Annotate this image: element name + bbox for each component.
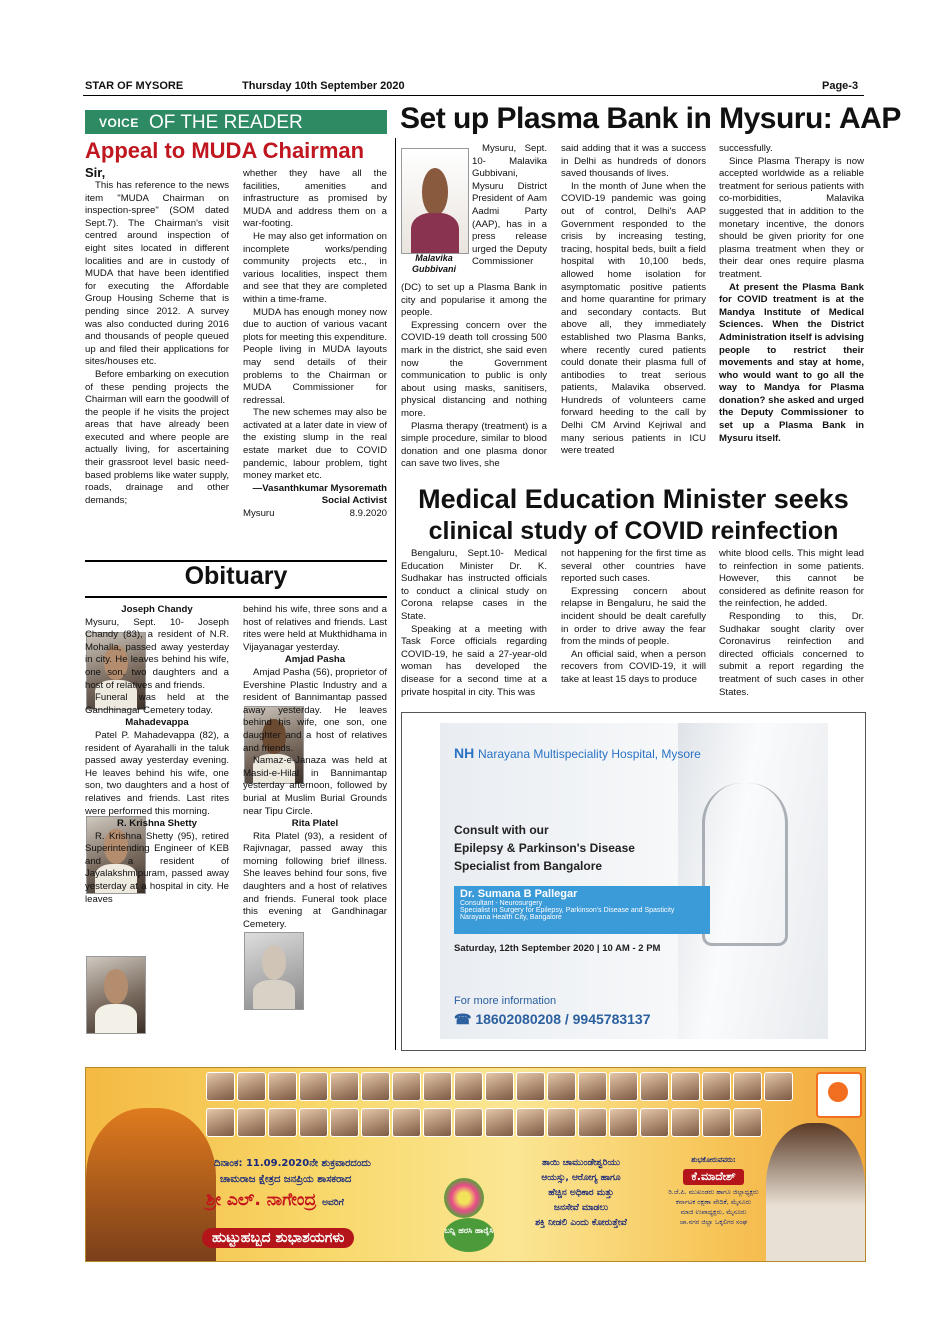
ad-more-info: For more information — [454, 995, 557, 1007]
ad-line2: Epilepsy & Parkinson's Disease — [454, 841, 635, 855]
masthead-date: Thursday 10th September 2020 — [242, 80, 405, 92]
medical-para: Bengaluru, Sept.10- Medical Education Minister Dr. K. Sudhakar has instructed officials to conduct a clinical study on Corona relapse cases in the State. — [401, 548, 547, 622]
ad-hospital-name: Narayana Multispeciality Hospital, Mysore — [478, 747, 701, 761]
obit-name: R. Krishna Shetty — [117, 818, 197, 830]
blessing-line: ತಾಯಿ ಚಾಮುಂಡೇಶ್ವರಿಯು — [542, 1158, 620, 1168]
ad-inner — [440, 723, 828, 1039]
voice-col2 — [243, 168, 387, 521]
ad-stethoscope — [702, 783, 788, 946]
banner-leader-photo-left — [86, 1108, 216, 1261]
aap-para: Mysuru, Sept. 10- Malavika Gubbivani, Mysuru District President of Aam Aadmi Party (AAP), has in a press release urged the Deputy Commissioner — [472, 143, 547, 268]
banner-sub-line: ಚಾಮರಾಜ ಕ್ಷೇತ್ರದ ಜನಪ್ರಿಯ ಶಾಸಕರಾದ — [220, 1174, 352, 1185]
hospital-ad — [401, 712, 866, 1051]
medical-para: white blood cells. This might lead to reinfection in some patients. However, this cannot be considered as definite reason for the reinfection, he added. — [719, 548, 864, 610]
voice-para: This has reference to the news item "MUDA Chairman on inspection-spree" (SOM dated Sept.7). The Chairman's visit centred around inspection of eight sites located in different localities and are in custody of MUDA that have been identified for executing the Affordable Group Housing Scheme that is pending since 2012. A survey was also conducted during 2016 and thousands of people queued up and filed their applications for sites/houses etc. — [85, 180, 229, 368]
banner-flower-tag: ಬನ್ನಿ ಹರಸಿ ಹಾರೈಸಿ — [444, 1218, 494, 1252]
voice-col1 — [85, 166, 229, 507]
obit-text: Funeral was held at the Gandhinagar Cemetery today. — [85, 692, 229, 716]
aap-para: successfully. — [719, 143, 773, 154]
masthead-paper: STAR OF MYSORE — [85, 80, 184, 92]
obit-col1 — [85, 604, 229, 906]
obit-name: Joseph Chandy — [121, 604, 193, 615]
aap-para: Plasma therapy (treatment) is a simple procedure, similar to blood donation and one plasma donor can save two lives, she — [401, 420, 547, 470]
obit-text: Amjad Pasha (56), proprietor of Evershine Plastic Industry and a resident of Bannimantap passed away yesterday. He leaves behind his wife, one son, one daughter and a host of relatives and friends. — [243, 666, 387, 754]
banner-faces-row-1 — [206, 1072, 806, 1102]
voice-para: whether they have all the facilities, amenities and infrastructure as promised by MUDA and address them on a war-footing. — [243, 168, 387, 230]
banner-date-line: ದಿನಾಂಕ: 11.09.2020ನೇ ಶುಕ್ರವಾರದಂದು — [214, 1158, 371, 1169]
phone-icon: ☎ — [454, 1011, 476, 1027]
voice-para: MUDA has enough money now due to auction of various vacant plots for meeting this expenditure. People living in MUDA layouts may send details of their problems to the Chairman or MUDA Commissioner for redressal. — [243, 306, 387, 406]
voice-salutation: Sir, — [85, 165, 106, 180]
obit-name: Rita Platel — [291, 818, 339, 830]
banner-flower-icon — [444, 1178, 484, 1218]
bjp-logo-icon — [816, 1072, 862, 1118]
obit-name: Mahadevappa — [125, 717, 189, 729]
ad-doctor-role: Consultant - Neurosurgery — [460, 900, 543, 907]
aap-para: Expressing concern over the COVID-19 death toll crossing 500 mark in the district, she said even now the Government communication to public is only about using masks, sanitisers, physical distancing and nothing more. — [401, 319, 547, 419]
aap-para: said adding that it was a success in Delhi as hundreds of donors saved thousands of lives. — [561, 143, 706, 180]
banner-faces-row-2 — [206, 1108, 806, 1142]
obit-text: Namaz-e-Janaza was held at Masid-e-Hilal in Bannimantap yesterday afternoon, followed by burial at Muslim Burial Grounds near Tipu Circle. — [243, 755, 387, 817]
aap-photo-caption: Malavika Gubbivani — [411, 253, 456, 274]
banner-leader-photo-right — [766, 1123, 865, 1261]
voice-para: He may also get information on incomplete works/pending community projects etc., in various localities, inspect them and see that they are completed within a time-frame. — [243, 230, 387, 305]
voice-label-a: VOICE — [99, 116, 139, 130]
banner-name-text: ಶ್ರೀ ಎಲ್. ನಾಗೇಂದ್ರ — [206, 1190, 317, 1210]
masthead-page: Page-3 — [822, 80, 859, 92]
medical-col1 — [401, 548, 547, 699]
blessing-line: ಜನಸೇವೆ ಮಾಡಲು — [553, 1203, 609, 1213]
ad-phone-row — [454, 1011, 651, 1028]
obit-name: Amjad Pasha — [284, 654, 346, 666]
wisher-desc: ರಿ.ಜೆ.ಪಿ. ಮುಖಂಡರು ಹಾಗೂ ಜಿಲ್ಲಾಧ್ಯಕ್ಷರು — [668, 1188, 759, 1196]
ad-line3: Specialist from Bangalore — [454, 859, 603, 873]
wisher-label: ಶುಭಕೋರುವವರು: — [691, 1156, 736, 1164]
nh-logo-icon: NH — [454, 745, 475, 761]
ad-doctor-name: Dr. Sumana B Pallegar — [460, 888, 578, 900]
aap-para: (DC) to set up a Plasma Bank in city and popularise it among the people. — [401, 282, 547, 319]
obit-text: R. Krishna Shetty (95), retired Superintending Engineer of KEB and a resident of Jayalakshmipuram, passed away yesterday at a hospital in city. He leaves — [85, 830, 229, 905]
voice-designation: Social Activist — [321, 495, 387, 507]
obit-title: Obituary — [184, 562, 288, 590]
medical-headline-2: clinical study of COVID reinfection — [428, 517, 839, 545]
ad-phone: 18602080208 / 9945783137 — [475, 1011, 651, 1027]
ad-line1: Consult with our — [454, 823, 549, 837]
birthday-banner — [85, 1067, 866, 1262]
obit-text: behind his wife, three sons and a host of relatives and friends. Last rites were held at Mukthidhama in Vijayanagar yesterday. — [243, 604, 387, 653]
blessing-line: ಹೆಚ್ಚಿನ ಅಧಿಕಾರ ಮತ್ತು — [548, 1188, 614, 1198]
banner-wisher — [656, 1156, 771, 1227]
obit-photo-krishna-shetty — [86, 956, 146, 1034]
ad-schedule: Saturday, 12th September 2020 | 10 AM - 2 PM — [454, 943, 661, 954]
aap-col1b — [401, 282, 547, 471]
obit-text: Mysuru, Sept. 10- Joseph Chandy (83), a resident of N.R. Mohalla, passed away yesterday in city. He leaves behind his wife, one son, two daughters and a host of relatives and friends. — [85, 616, 229, 691]
ad-doctor-inst: Narayana Health City, Bangalore — [460, 914, 562, 921]
medical-para: Responding to this, Dr. Sudhakar sought clarity over Coronavirus reinfection and directed officials concerned to submit a report regarding the treatment of such cases in other States. — [719, 610, 864, 698]
voice-place: Mysuru — [243, 508, 275, 520]
medical-col2 — [561, 548, 706, 687]
wisher-desc: ಚಾ.ನಗರ ಜಿಲ್ಲಾ ಒಕ್ಕಲಿಗರ ಸಂಘ — [679, 1218, 748, 1226]
aap-para: In the month of June when the COVID-19 pandemic was going out of control, Delhi's AAP Government responded to the crisis by increasing testing, tracing, hospital beds, built a field hospital with 10,100 beds, allowed home isolation for asymptomatic positive patients and home quarantine for primary and secondary contacts. But above all, they immediately established two Plasma Banks, where recently cured patients could donate their plasma full of antibodies to treat serious patients, Malavika observed. Hundreds of volunteers came forward heeding to the call by Delhi CM Arvind Kejriwal and many serious patients in ICU were treated — [561, 180, 706, 457]
medical-headline-1: Medical Education Minister seeks — [418, 484, 849, 514]
voice-para: Before embarking on execution of these pending projects the Chairman will earn the goodwill of the people if he visits the project areas that have already been executed and where people are actually living, for ascertaining their grassroot level basic need-based problems like water supply, roads, drainage and other demands; — [85, 368, 229, 506]
aap-col2 — [561, 143, 706, 458]
banner-name — [206, 1190, 344, 1210]
banner-wish-line: ಹುಟ್ಟುಹಬ್ಬದ ಶುಭಾಶಯಗಳು — [202, 1228, 354, 1248]
ad-doctor-spec: Specialist in Surgery for Epilepsy, Parkinson's Disease and Spasticity — [460, 907, 675, 914]
aap-para-bold: At present the Plasma Bank for COVID treatment is at the Mandya Institute of Medical Sciences. When the District Administration itself is advising people to restrict their movements and stay at home, who would want to go all the way to Mandya for Plasma donation? she asked and urged the Deputy Commissioner to set up a Plasma Bank in Mysuru itself. — [719, 281, 864, 444]
blessing-line: ಆಯಸ್ಸು, ಆರೋಗ್ಯ ಹಾಗೂ — [541, 1173, 621, 1183]
voice-label-b: OF THE READER — [149, 112, 303, 133]
blessing-line: ಶಕ್ತಿ ನೀಡಲಿ ಎಂದು ಕೋರುತ್ತೇವೆ — [535, 1218, 627, 1228]
obit-rule-bottom — [85, 596, 387, 598]
aap-para: Since Plasma Therapy is now accepted worldwide as a reliable treatment for serious patients with co-morbidities, Malavika suggested that in addition to the monetary incentive, the donors should be given priority for one plasma treatment when they or their dear ones require plasma treatment. — [719, 155, 864, 280]
voice-banner — [85, 110, 387, 134]
banner-blessing — [506, 1156, 656, 1231]
voice-para: The new schemes may also be activated at a later date in view of the existing slump in the real estate market due to COVID pandemic, labour problem, tight money market etc. — [243, 407, 387, 482]
wisher-desc: ಕರ್ನಾಟಕ ರಕ್ಷಣಾ ವೇದಿಕೆ, ಮೈಸೂರು — [675, 1198, 752, 1206]
medical-para: Speaking at a meeting with Task Force officials regarding COVID-19, he said a 27-year-old woman has developed the disease for a second time at a private hospital in city. This was — [401, 623, 547, 698]
medical-para: An official said, when a person recovers from COVID-19, it will take at least 15 days to produce — [561, 648, 706, 685]
medical-col3 — [719, 548, 864, 699]
banner-name-suffix: ಅವರಿಗೆ — [322, 1198, 344, 1208]
obit-col2 — [243, 604, 387, 931]
wisher-name: ಕೆ.ಮಾದೇಶ್ — [683, 1169, 743, 1185]
column-rule — [395, 138, 396, 1050]
medical-para: not happening for the first time as several other countries have reported such cases. — [561, 548, 706, 585]
obit-text: Patel P. Mahadevappa (82), a resident of Ayarahalli in the taluk passed away yesterday evening. He leaves behind his wife, one son, two daughters and a host of relatives and friends. Last rites were performed this morning. — [85, 729, 229, 817]
wisher-desc: ಮಾಜಿ ಉಪಾಧ್ಯಕ್ಷರು, ಮೈಸೂರು — [680, 1208, 747, 1216]
header-rule — [83, 95, 864, 96]
ad-doctor-box — [454, 886, 710, 934]
medical-para: Expressing concern about relapse in Bengaluru, he said the incident should be dealt carefully in order to drive away the fear from the minds of people. — [561, 585, 706, 648]
obit-text: Rita Platel (93), a resident of Rajivnagar, passed away this morning following brief illness. She leaves behind four sons, five daughters and a host of relatives and friends. Funeral took place this evening at Gandhinagar Cemetery. — [243, 830, 387, 930]
aap-col3 — [719, 143, 864, 445]
obit-photo-rita-platel — [244, 932, 304, 1010]
aap-headline: Set up Plasma Bank in Mysuru: AAP — [400, 102, 901, 135]
voice-signature: —Vasanthkumar Mysoremath — [252, 482, 387, 494]
voice-title: Appeal to MUDA Chairman — [85, 138, 365, 163]
voice-date: 8.9.2020 — [349, 508, 387, 520]
aap-col1a — [472, 143, 547, 269]
aap-photo-malavika — [401, 148, 469, 254]
